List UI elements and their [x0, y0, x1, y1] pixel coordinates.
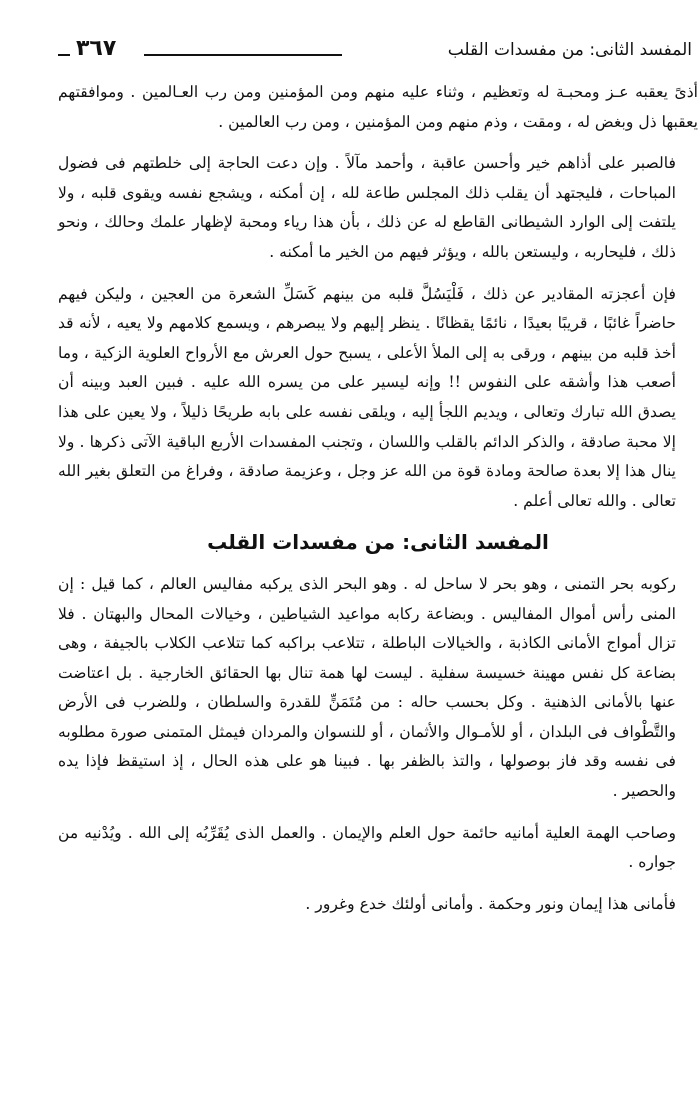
body-text [58, 78, 698, 931]
page-number: ٣٦٧ [76, 36, 117, 61]
header-rule [144, 54, 342, 56]
running-title: المفسد الثانى: من مفسدات القلب [447, 40, 692, 60]
section-heading: المفسد الثانى: من مفسدات القلب [207, 530, 549, 555]
page-header [58, 38, 692, 70]
paragraph: فإن أعجزته المقادير عن ذلك ، فَلْيَسُلَّ قلبه من بينهم كَسَلِّ الشعرة من العجين ، وليكن فيهم حاضراً غائبًا ، قريبًا بعيدًا ، نائمًا يقظانًا . ينظر إليهم ولا يبصرهم ، ويسمع كلامهم ولا يعيه ، لأنه قد أخذ قلبه من بينهم ، ورقى به إلى الملأ الأعلى ، يسبح حول العرش مع الأرواح العلوية الزكية ، وما أصعب هذا وأشقه على النفوس !! وإنه ليسير على من يسره الله عليه . فبين العبد وبينه أن يصدق الله تبارك وتعالى ، ويديم اللجأ إليه ، ويلقى نفسه على بابه طريحًا ذليلاً ، ولا يعين على هذا إلا محبة صادقة ، والذكر الدائم بالقلب واللسان ، وتجنب المفسدات الأربع الباقية الآتى ذكرها . ولا ينال هذا إلا بعدة صالحة ومادة قوة من الله عز وجل ، وعزيمة صادقة ، وفراغ من التعلق بغير الله تعالى . والله تعالى أعلم . [58, 284, 676, 510]
header-rule-end [58, 54, 70, 56]
paragraph: أذىً يعقبه عـز ومحبـة له وتعظيم ، وثناء عليه منهم ومن المؤمنين ومن رب العـالمين . وموافقتهم يعقبها ذل وبغض له ، ومقت ، وذم منهم ومن المؤمنين ، ومن رب العالمين . [58, 83, 698, 131]
paragraph: فالصبر على أذاهم خير وأحسن عاقبة ، وأحمد مآلاً . وإن دعت الحاجة إلى خلطتهم فى فضول المباحات ، فليجتهد أن يقلب ذلك المجلس طاعة لله ، إن أمكنه ، ويشجع نفسه ويقوى قلبه ، ولا يلتفت إلى الوارد الشيطانى القاطع له عن ذلك ، بأن هذا رياء ومحبة لإظهار علمك وحالك ، ونحو ذلك ، فليحاربه ، وليستعن بالله ، ويؤثر فيهم من الخير ما أمكنه . [58, 154, 676, 261]
paragraph: فأمانى هذا إيمان ونور وحكمة . وأمانى أولئك خدع وغرور . [305, 894, 676, 913]
paragraph: وصاحب الهمة العلية أمانيه حائمة حول العلم والإيمان . والعمل الذى يُقَرِّبُه إلى الله . ويُدْنيه من جواره . [58, 823, 676, 872]
paragraph: ركوبه بحر التمنى ، وهو بحر لا ساحل له . وهو البحر الذى يركبه مفاليس العالم ، كما قيل : إن المنى رأس أموال المفاليس . وبضاعة ركابه مواعيد الشياطين ، وخيالات المحال والبهتان . فلا تزال أمواج الأمانى الكاذبة ، والخيالات الباطلة ، تتلاعب براكبه كما تتلاعب الكلاب بالجيفة ، وهى بضاعة كل نفس مهينة خسيسة سفلية . ليست لها همة تنال بها الحقائق الخارجية . بل اعتاضت عنها بالأمانى الذهنية . وكل بحسب حاله : من مُتَمَنٍّ للقدرة والسلطان ، وللضرب فى الأرض والتَّطْواف فى البلدان ، أو للأمـوال والأثمان ، أو للنسوان والمردان فيمثل المتمنى صورة مطلوبه فى نفسه وقد فاز بوصولها ، والتذ بالظفر بها . فبينا هو على هذه الحال ، إذ استيقظ فإذا يده والحصير . [58, 574, 676, 801]
